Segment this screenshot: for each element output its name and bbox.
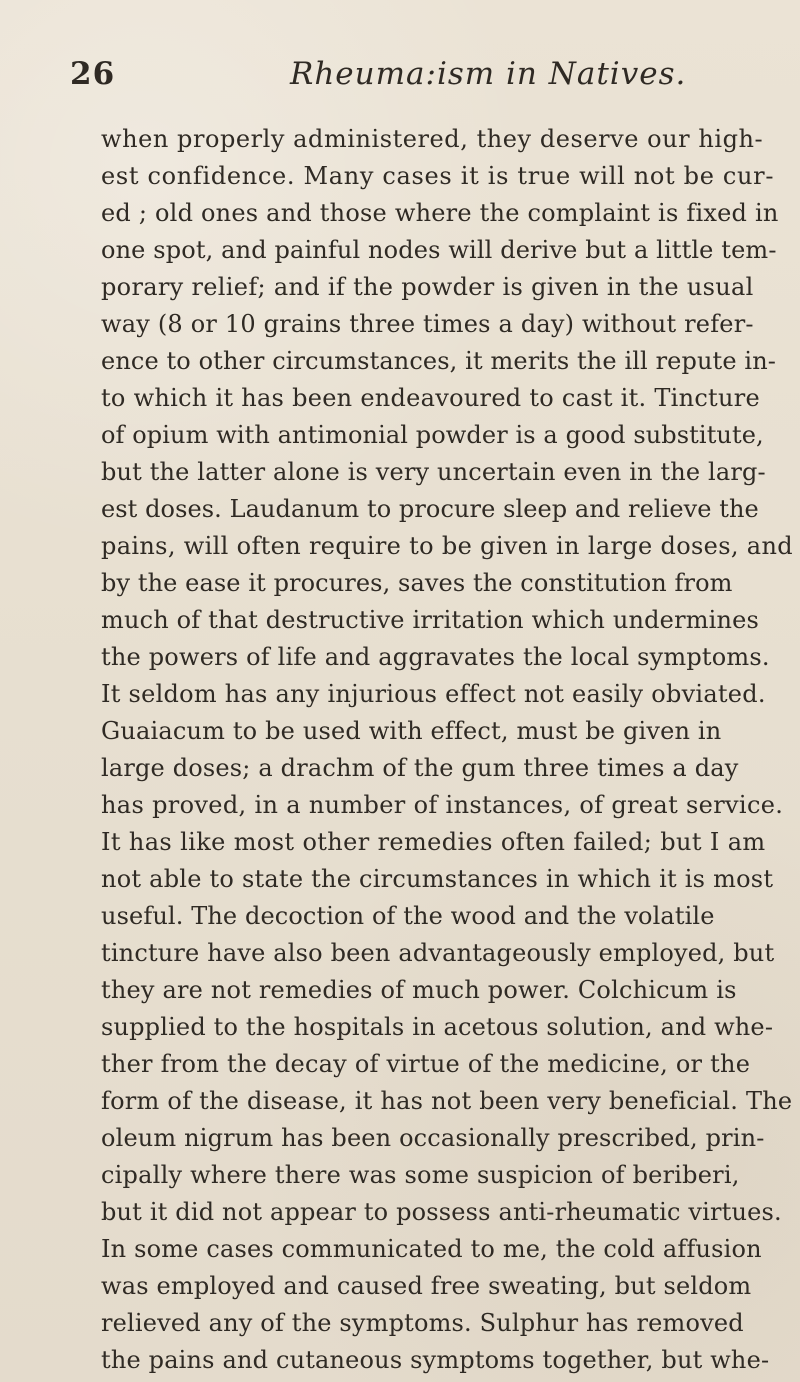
text-line: was employed and caused free sweating, but seldom xyxy=(101,1272,752,1300)
text-line: tincture have also been advantageously employed, but xyxy=(101,939,775,967)
text-line: the powers of life and aggravates the local symptoms. xyxy=(101,643,770,671)
text-line: porary relief; and if the powder is given in the usual xyxy=(101,273,754,301)
text-line: pains, will often require to be given in large doses, and xyxy=(101,532,793,560)
text-line: by the ease it procures, saves the constitution from xyxy=(101,569,733,597)
text-line: to which it has been endeavoured to cast it. Tincture xyxy=(101,384,760,412)
text-line: the pains and cutaneous symptoms together, but whe- xyxy=(101,1346,770,1374)
text-line: Guaiacum to be used with effect, must be given in xyxy=(101,717,722,745)
text-line: of opium with antimonial powder is a good substitute, xyxy=(101,421,764,449)
text-line: but it did not appear to possess anti-rheumatic virtues. xyxy=(101,1198,782,1226)
text-line: cipally where there was some suspicion of beriberi, xyxy=(101,1161,740,1189)
text-line: when properly administered, they deserve our high- xyxy=(101,125,764,153)
text-line: way (8 or 10 grains three times a day) without refer- xyxy=(101,310,754,338)
text-line: much of that destructive irritation which undermines xyxy=(101,606,760,634)
text-line: ence to other circumstances, it merits the ill repute in- xyxy=(101,347,776,375)
text-line: they are not remedies of much power. Colchicum is xyxy=(101,976,737,1004)
text-line: relieved any of the symptoms. Sulphur has removed xyxy=(101,1309,744,1337)
page-number: 26 xyxy=(70,56,116,92)
text-line: form of the disease, it has not been very beneficial. The xyxy=(101,1087,793,1115)
text-line: oleum nigrum has been occasionally prescribed, prin- xyxy=(101,1124,765,1152)
text-line: one spot, and painful nodes will derive but a little tem- xyxy=(101,236,777,264)
text-line: not able to state the circumstances in which it is most xyxy=(101,865,774,893)
text-line: In some cases communicated to me, the cold affusion xyxy=(101,1235,762,1263)
running-head: Rheuma:ism in Natives. xyxy=(290,56,687,92)
text-line: useful. The decoction of the wood and the volatile xyxy=(101,902,715,930)
text-line: It seldom has any injurious effect not easily obviated. xyxy=(101,680,766,708)
text-line: est confidence. Many cases it is true will not be cur- xyxy=(101,162,775,190)
text-line: It has like most other remedies often failed; but I am xyxy=(101,828,766,856)
text-line: supplied to the hospitals in acetous solution, and whe- xyxy=(101,1013,774,1041)
text-line: but the latter alone is very uncertain even in the larg- xyxy=(101,458,766,486)
text-line: has proved, in a number of instances, of great service. xyxy=(101,791,784,819)
text-line: large doses; a drachm of the gum three times a day xyxy=(101,754,739,782)
text-line: ther from the decay of virtue of the medicine, or the xyxy=(101,1050,751,1078)
body-text xyxy=(101,121,793,1379)
page-header xyxy=(70,56,760,106)
text-line: est doses. Laudanum to procure sleep and relieve the xyxy=(101,495,759,523)
text-line: ed ; old ones and those where the complaint is fixed in xyxy=(101,199,779,227)
